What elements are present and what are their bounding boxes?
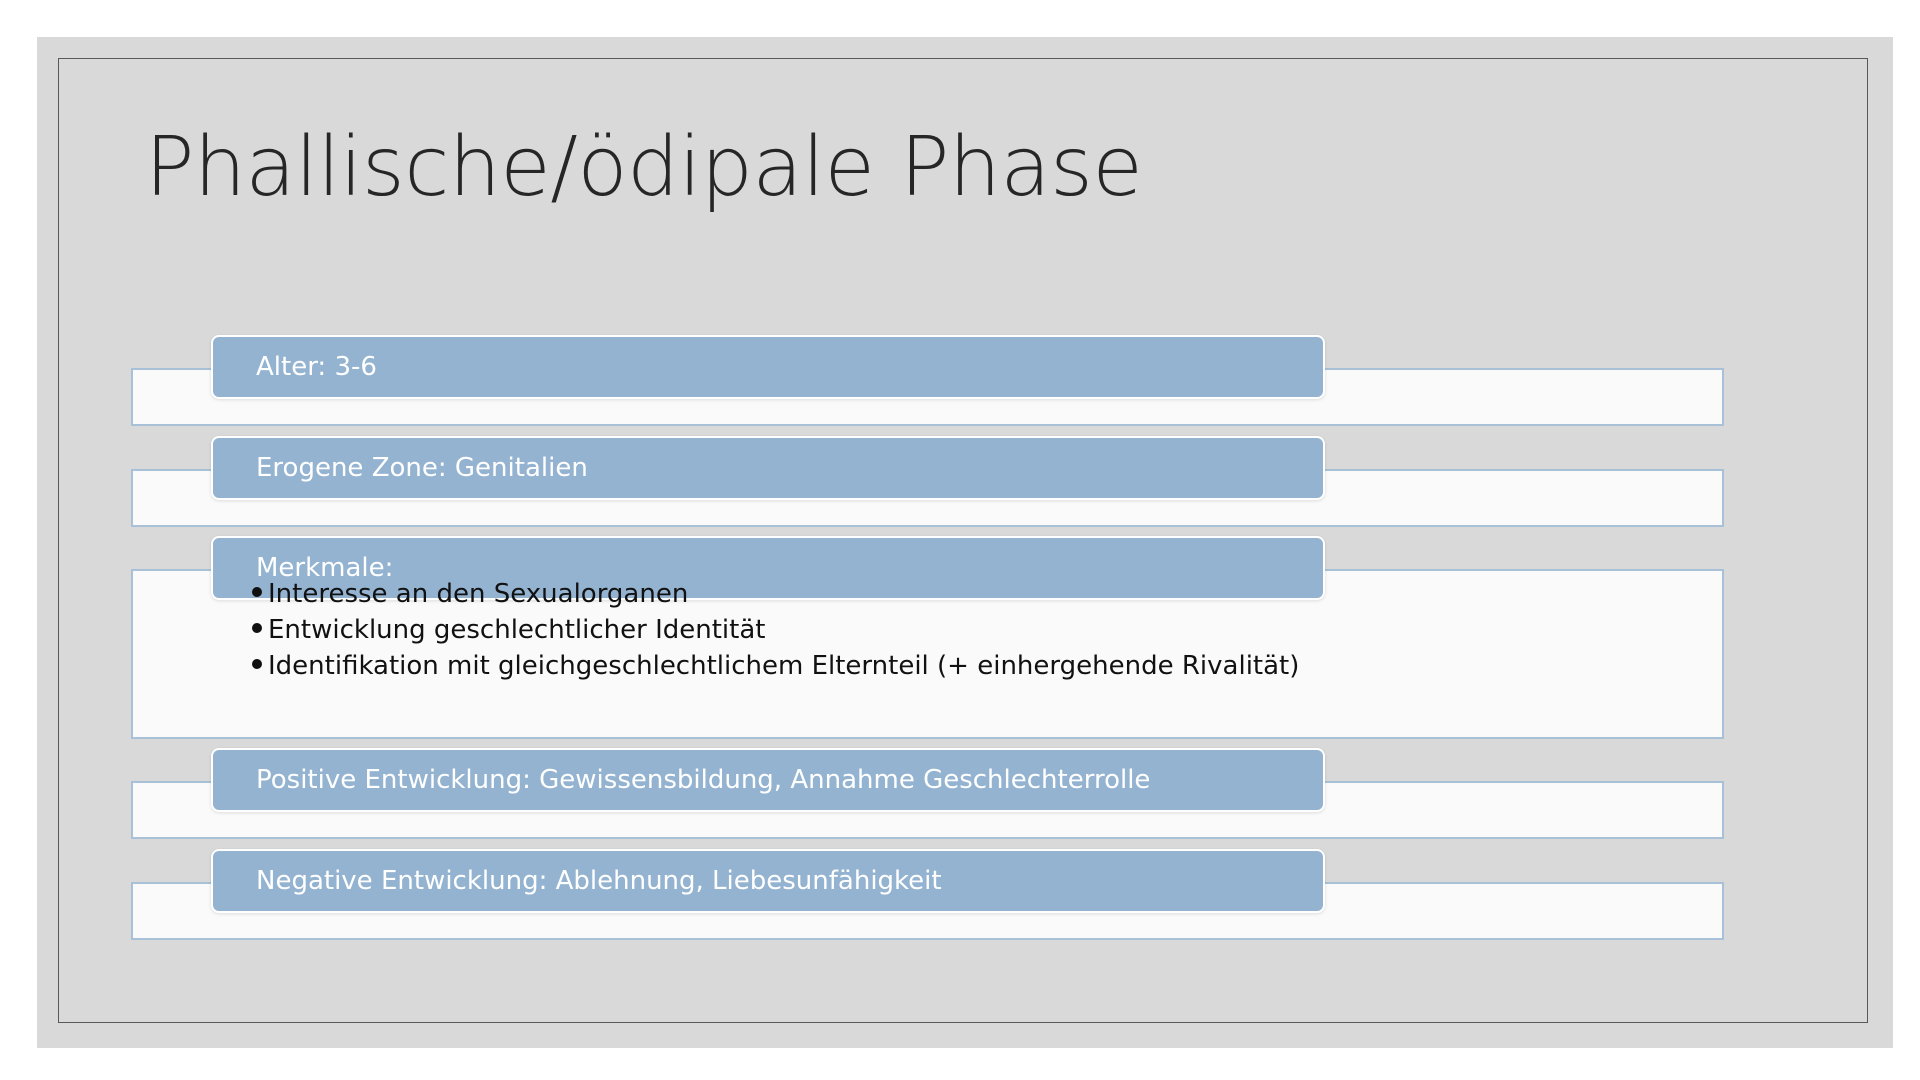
bullet-icon [252, 587, 262, 597]
bullet-item [252, 648, 1299, 684]
section-label-erogene-zone: Erogene Zone: Genitalien [211, 436, 1325, 500]
bullet-text: Entwicklung geschlechtlicher Identität [268, 615, 766, 645]
bullet-icon [252, 659, 262, 669]
section-label-alter: Alter: 3-6 [211, 335, 1325, 399]
bullet-item [252, 612, 1299, 648]
slide-title: Phallische/ödipale Phase [145, 120, 1143, 215]
section-label-negative-entwicklung: Negative Entwicklung: Ablehnung, Liebesunfähigkeit [211, 849, 1325, 913]
bullet-icon [252, 623, 262, 633]
bullet-item [252, 576, 1299, 612]
merkmale-bullet-list [252, 576, 1299, 684]
section-label-positive-entwicklung: Positive Entwicklung: Gewissensbildung, Annahme Geschlechterrolle [211, 748, 1325, 812]
section-label-merkmale: Merkmale: [211, 536, 1325, 600]
bullet-text: Interesse an den Sexualorganen [268, 579, 689, 609]
bullet-text: Identifikation mit gleichgeschlechtlichem Elternteil (+ einhergehende Rivalität) [268, 651, 1300, 681]
